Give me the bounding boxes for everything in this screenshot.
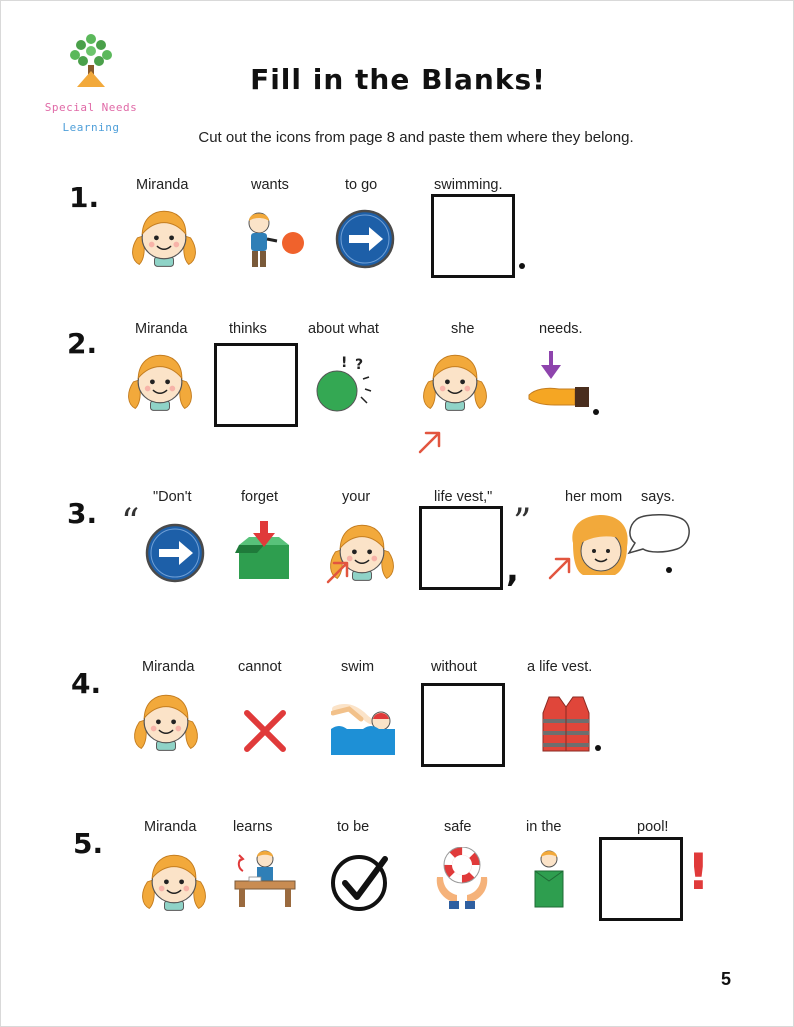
- mom-icon[interactable]: [567, 513, 633, 577]
- row-2-word-3: about what: [308, 321, 379, 337]
- pointing-arrow-icon: [323, 557, 353, 587]
- pointing-arrow-icon: [415, 427, 445, 457]
- row-1-word-1: Miranda: [136, 177, 189, 193]
- row-5-number: 5.: [73, 827, 104, 860]
- row-1-period: [519, 263, 525, 269]
- row-5-word-2: learns: [233, 819, 273, 835]
- row-5-word-5: in the: [526, 819, 562, 835]
- open-quote: “: [121, 502, 140, 543]
- row-2-word-2: thinks: [229, 321, 267, 337]
- row-1-word-4: swimming.: [434, 177, 503, 193]
- row-2-word-4: she: [451, 321, 475, 337]
- row-4-word-3: swim: [341, 659, 375, 675]
- row-3-word-5: her mom: [565, 489, 623, 505]
- row-1-number: 1.: [69, 181, 100, 214]
- cross-icon[interactable]: [241, 707, 289, 755]
- row-1-blank-box[interactable]: [431, 194, 515, 278]
- row-1-word-2: wants: [251, 177, 289, 193]
- row-4-period: [595, 745, 601, 751]
- instructions: Cut out the icons from page 8 and paste them where they belong.: [198, 129, 634, 146]
- row-4-blank-box[interactable]: [421, 683, 505, 767]
- svg-text:?: ?: [355, 357, 364, 373]
- row-2-number: 2.: [67, 327, 98, 360]
- miranda-girl-icon[interactable]: [126, 201, 202, 269]
- row-5-exclamation: !: [687, 843, 710, 901]
- safe-lifebuoy-icon[interactable]: [433, 847, 491, 909]
- checkmark-icon[interactable]: [329, 851, 391, 913]
- svg-text:!: !: [341, 355, 348, 371]
- row-5-word-3: to be: [337, 819, 370, 835]
- forget-box-icon[interactable]: [235, 519, 293, 581]
- she-girl-icon[interactable]: [417, 345, 493, 413]
- learning-student-icon[interactable]: [229, 847, 299, 909]
- row-3-word-2: forget: [241, 489, 279, 505]
- row-5-word-6: pool!: [637, 819, 669, 835]
- miranda-girl-icon[interactable]: [128, 685, 204, 753]
- row-3-word-1: "Don't: [153, 489, 192, 505]
- miranda-girl-icon[interactable]: [122, 345, 198, 413]
- row-5-word-1: Miranda: [144, 819, 197, 835]
- row-3-word-4: life vest,": [434, 489, 493, 505]
- page-title: Fill in the Blanks!: [250, 63, 546, 96]
- row-3-word-3: your: [342, 489, 371, 505]
- miranda-girl-icon[interactable]: [136, 845, 212, 913]
- row-3-blank-box[interactable]: [419, 506, 503, 590]
- logo-line-2: Learning: [62, 121, 120, 134]
- pointing-arrow-icon: [545, 553, 575, 583]
- logo-line-1: Special Needs: [44, 101, 138, 114]
- row-4-word-1: Miranda: [142, 659, 195, 675]
- row-2-word-1: Miranda: [135, 321, 188, 337]
- row-2-period: [593, 409, 599, 415]
- row-3-number: 3.: [67, 497, 98, 530]
- boy-wants-ball-icon[interactable]: [239, 209, 309, 271]
- girl-in-pool-icon[interactable]: [531, 847, 567, 909]
- row-5-word-4: safe: [444, 819, 472, 835]
- row-4-number: 4.: [71, 667, 102, 700]
- row-2-blank-box[interactable]: [214, 343, 298, 427]
- swimmer-icon[interactable]: [331, 699, 395, 755]
- row-3-comma: ,: [506, 550, 519, 590]
- row-2-word-5: needs.: [539, 321, 583, 337]
- go-arrow-icon[interactable]: [145, 523, 205, 583]
- row-4-word-4: without: [431, 659, 477, 675]
- row-3-word-6: says.: [641, 489, 675, 505]
- row-1-word-3: to go: [345, 177, 378, 193]
- page-number: 5: [721, 969, 732, 989]
- row-4-word-5: a life vest.: [527, 659, 593, 675]
- speech-bubble-icon[interactable]: [625, 513, 691, 561]
- go-arrow-icon[interactable]: [335, 209, 395, 269]
- thinking-ball-icon[interactable]: [313, 353, 377, 415]
- row-3-period: [666, 567, 672, 573]
- needs-hand-icon[interactable]: [525, 349, 591, 411]
- row-5-blank-box[interactable]: [599, 837, 683, 921]
- life-vest-icon[interactable]: [541, 693, 591, 753]
- row-4-word-2: cannot: [238, 659, 282, 675]
- close-quote: ”: [513, 502, 532, 543]
